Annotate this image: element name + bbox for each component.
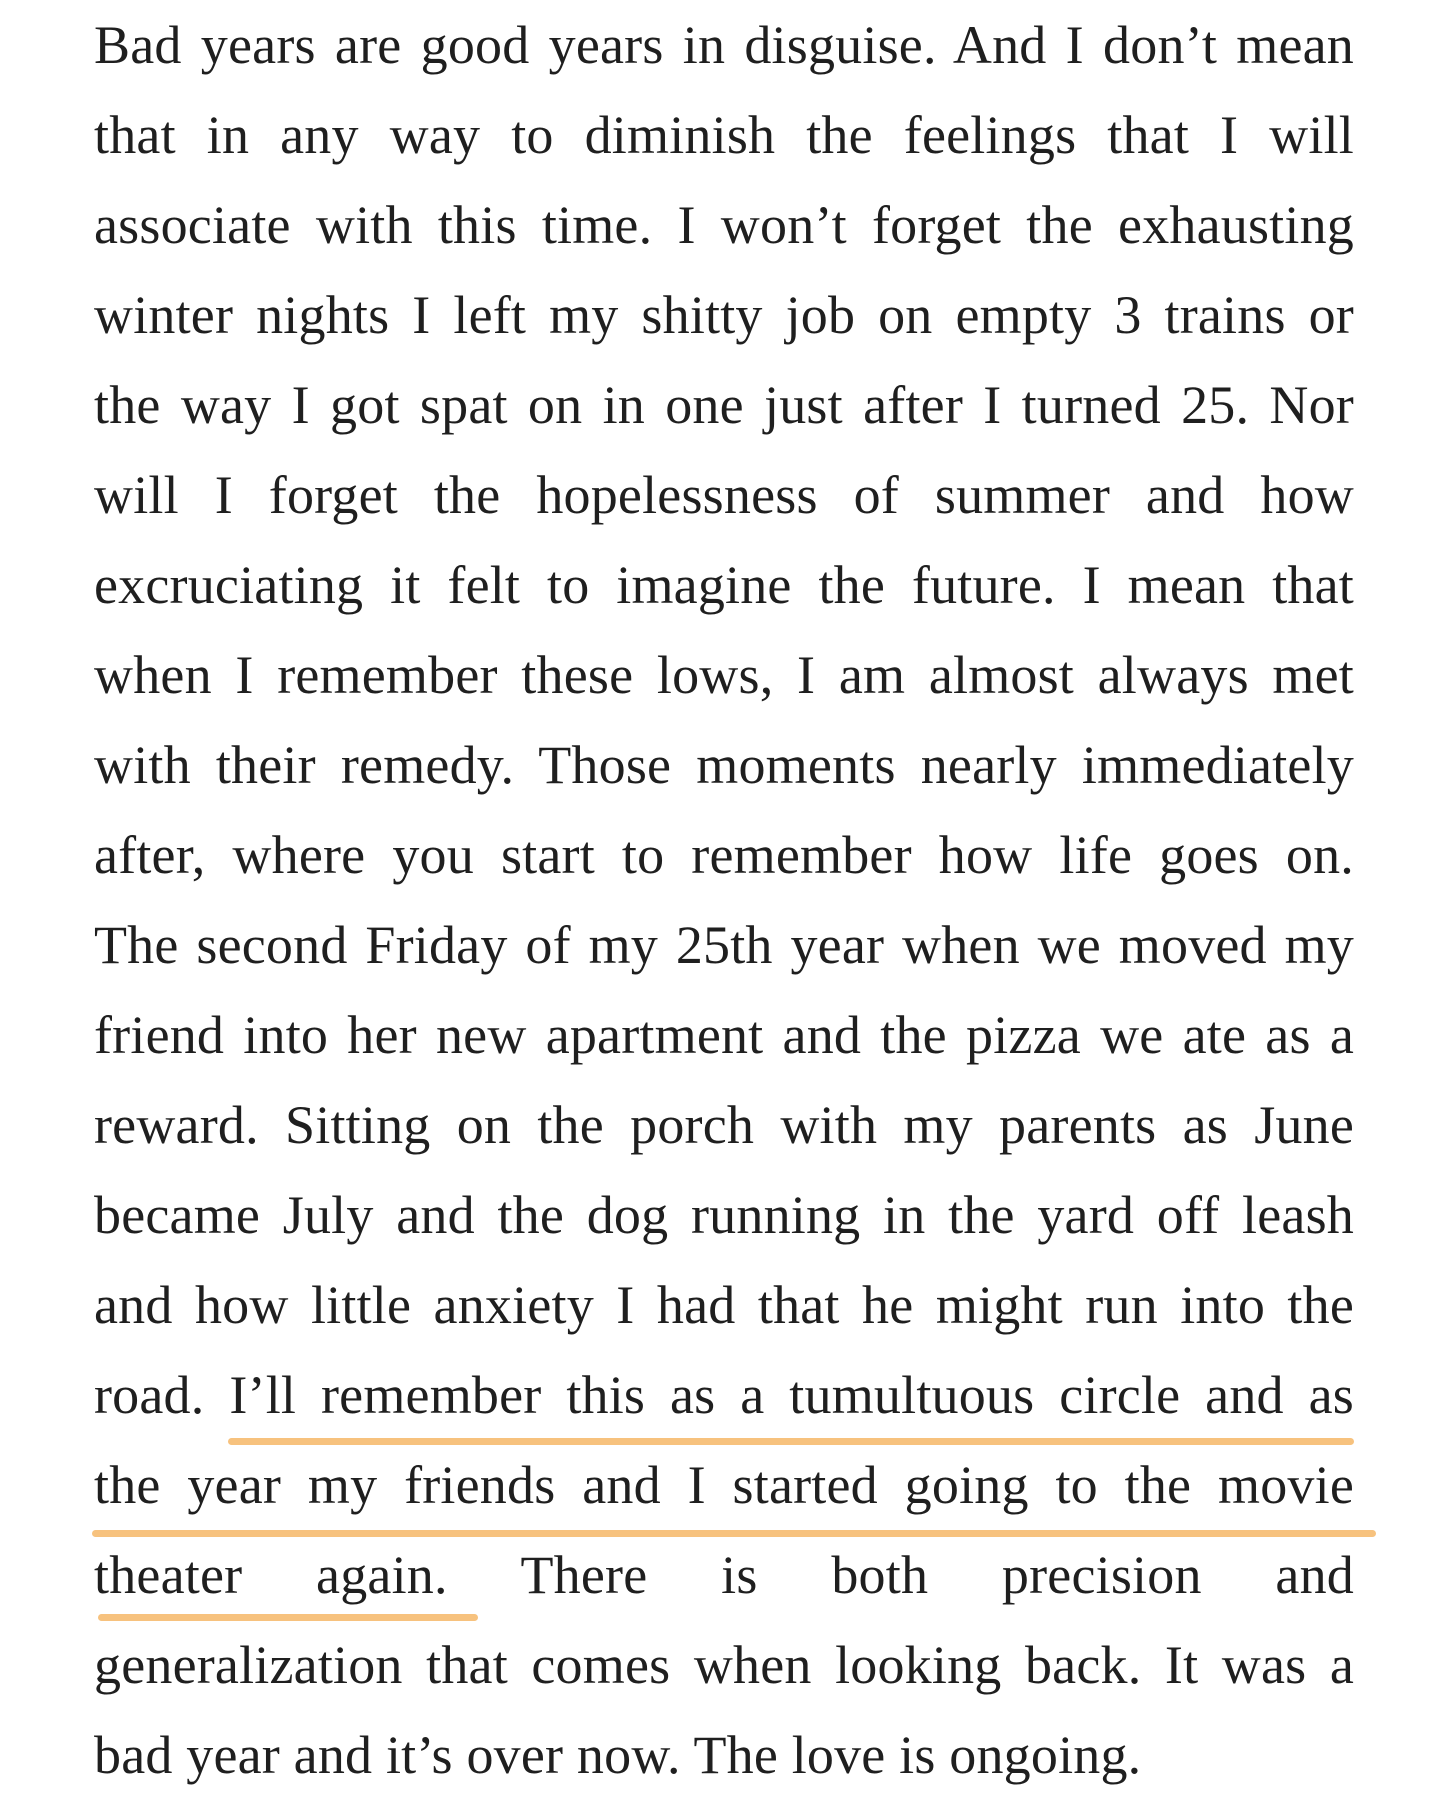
text-line: with their remedy. Those moments nearly immediately [94, 735, 1354, 795]
highlight-underline [92, 1530, 1376, 1537]
text-line: winter nights I left my shitty job on empty 3 trains or [94, 285, 1354, 345]
text-line: the year my friends and I started going to the movie [94, 1455, 1354, 1515]
text-line: will I forget the hopelessness of summer and how [94, 465, 1354, 525]
text-line: became July and the dog running in the yard off leash [94, 1185, 1354, 1245]
text-line: after, where you start to remember how life goes on. [94, 825, 1354, 885]
text-line: reward. Sitting on the porch with my parents as June [94, 1095, 1354, 1155]
text-line: that in any way to diminish the feelings that I will [94, 105, 1354, 165]
text-line: and how little anxiety I had that he might run into the [94, 1275, 1354, 1335]
text-line: friend into her new apartment and the pizza we ate as a [94, 1005, 1354, 1065]
highlight-underline [98, 1614, 478, 1621]
text-line: the way I got spat on in one just after I turned 25. Nor [94, 375, 1354, 435]
text-line: associate with this time. I won’t forget the exhausting [94, 195, 1354, 255]
text-line: excruciating it felt to imagine the future. I mean that [94, 555, 1354, 615]
highlight-underline [228, 1438, 1354, 1445]
text-line: road. I’ll remember this as a tumultuous circle and as [94, 1365, 1354, 1425]
text-line: The second Friday of my 25th year when we moved my [94, 915, 1354, 975]
text-line: when I remember these lows, I am almost always met [94, 645, 1354, 705]
text-line: generalization that comes when looking back. It was a [94, 1635, 1354, 1695]
text-line: theater again. There is both precision and [94, 1545, 1354, 1605]
text-line: Bad years are good years in disguise. And I don’t mean [94, 15, 1354, 75]
text-line: bad year and it’s over now. The love is ongoing. [94, 1725, 1142, 1785]
